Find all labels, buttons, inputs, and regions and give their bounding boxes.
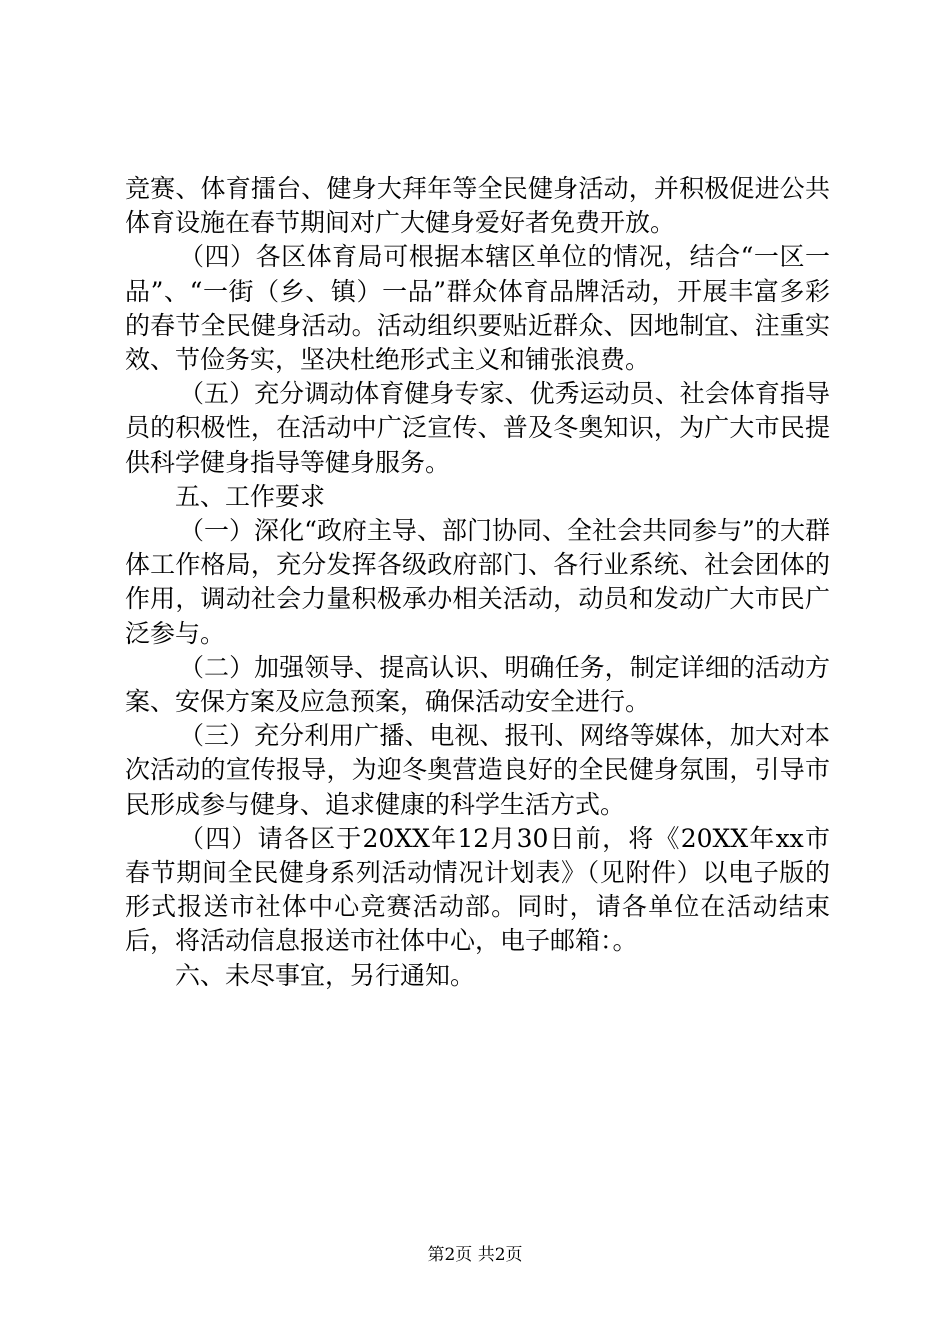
paragraph-item-4: （四）各区体育局可根据本辖区单位的情况，结合“一区一品”、“一街（乡、镇）一品”群众体育品牌活动，开展丰富多彩的春节全民健身活动。活动组织要贴近群众、因地制宜、注重实效、节俭务实，坚决杜绝形式主义和铺张浪费。 — [125, 242, 830, 375]
page-number-footer: 第2页 共2页 — [427, 1245, 523, 1265]
paragraph-continuation: 竞赛、体育擂台、健身大拜年等全民健身活动，并积极促进公共体育设施在春节期间对广大健身爱好者免费开放。 — [125, 174, 830, 238]
section-heading-5: 五、工作要求 — [175, 481, 326, 511]
paragraph-item-5: （五）充分调动体育健身专家、优秀运动员、社会体育指导员的积极性，在活动中广泛宣传、普及冬奥知识，为广大市民提供科学健身指导等健身服务。 — [125, 379, 830, 477]
paragraph-req-3: （三）充分利用广播、电视、报刊、网络等媒体，加大对本次活动的宣传报导，为迎冬奥营造良好的全民健身氛围，引导市民形成参与健身、追求健康的科学生活方式。 — [125, 721, 830, 819]
paragraph-req-4: （四）请各区于20XX年12月30日前，将《20XX年xx市春节期间全民健身系列活动情况计划表》（见附件）以电子版的形式报送市社体中心竞赛活动部。同时，请各单位在活动结束后，将活动信息报送市社体中心，电子邮箱：。 — [125, 823, 830, 956]
document-body — [125, 172, 830, 993]
section-heading-6: 六、未尽事宜，另行通知。 — [175, 960, 476, 990]
paragraph-req-2: （二）加强领导、提高认识、明确任务，制定详细的活动方案、安保方案及应急预案，确保活动安全进行。 — [125, 652, 830, 717]
paragraph-req-1: （一）深化“政府主导、部门协同、全社会共同参与”的大群体工作格局，充分发挥各级政府部门、各行业系统、社会团体的作用，调动社会力量积极承办相关活动，动员和发动广大市民广泛参与。 — [125, 516, 830, 648]
